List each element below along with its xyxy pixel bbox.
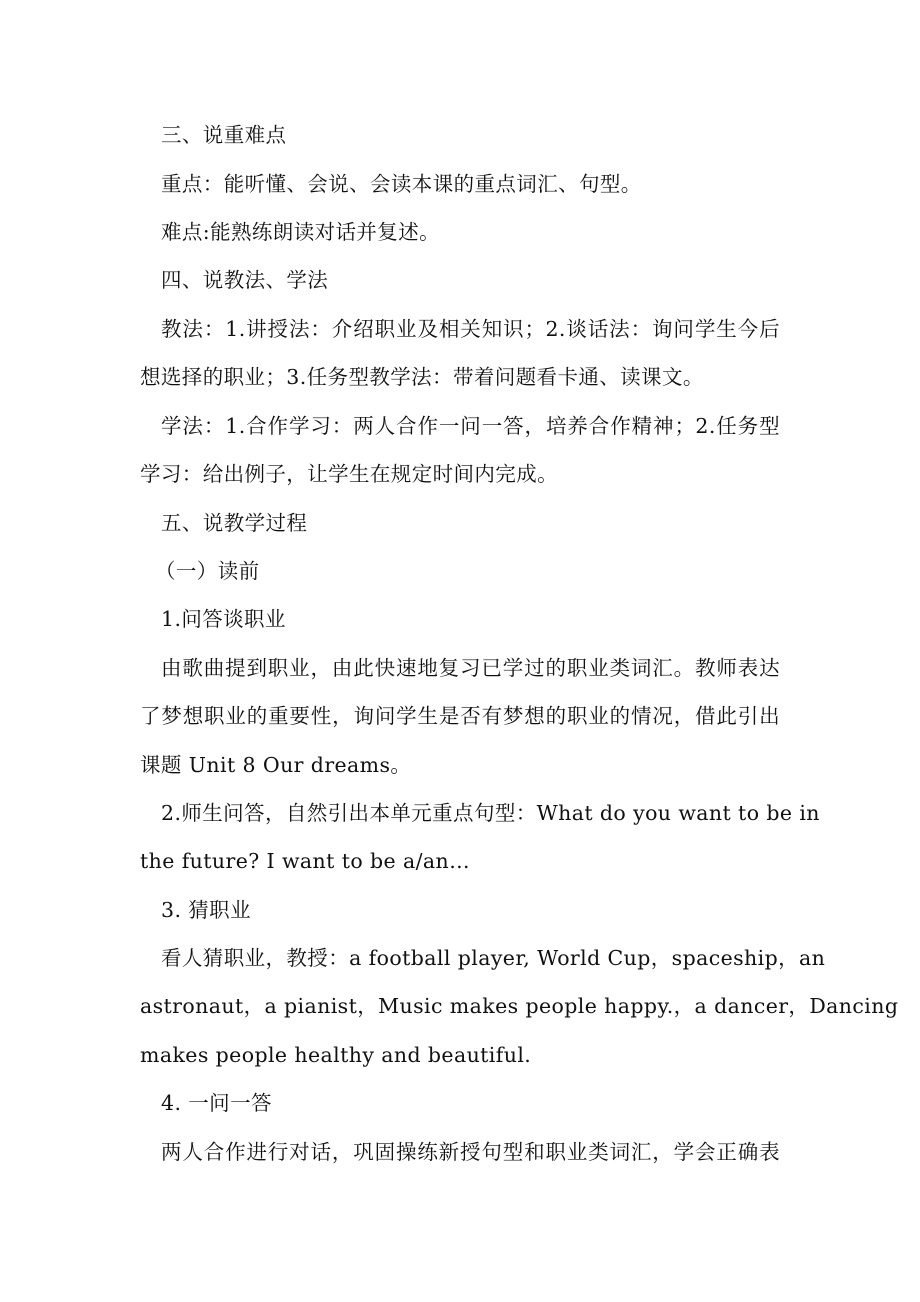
item-3-heading: 3. 猜职业	[161, 898, 251, 922]
item-4-heading: 4. 一问一答	[161, 1091, 272, 1115]
item-3-paragraph-line-1: 看人猜职业，教授：a football player, World Cup，spaceship，an	[161, 946, 826, 970]
item-2-paragraph-line-1: 2.师生问答，自然引出本单元重点句型：What do you want to be in	[161, 801, 820, 825]
item-4-paragraph-line-1: 两人合作进行对话，巩固操练新授句型和职业类词汇，学会正确表	[161, 1140, 780, 1164]
paragraph-learning-method-line-1: 学法：1.合作学习：两人合作一问一答，培养合作精神；2.任务型	[161, 414, 780, 438]
item-1-paragraph-line-2: 了梦想职业的重要性，询问学生是否有梦想的职业的情况，借此引出	[140, 704, 780, 728]
item-1-heading: 1.问答谈职业	[161, 607, 286, 631]
paragraph-teaching-method-line-1: 教法：1.讲授法：介绍职业及相关知识；2.谈话法：询问学生今后	[161, 317, 780, 341]
paragraph-difficult-points: 难点:能熟练朗读对话并复述。	[161, 220, 441, 244]
heading-teaching-methods: 四、说教法、学法	[161, 268, 329, 292]
item-1-paragraph-line-3: 课题 Unit 8 Our dreams。	[140, 753, 412, 777]
heading-key-difficult-points: 三、说重难点	[161, 123, 287, 147]
paragraph-teaching-method-line-2: 想选择的职业；3.任务型教学法：带着问题看卡通、读课文。	[140, 365, 704, 389]
paragraph-learning-method-line-2: 学习：给出例子，让学生在规定时间内完成。	[140, 462, 558, 486]
paragraph-key-points: 重点：能听懂、会说、会读本课的重点词汇、句型。	[161, 172, 642, 196]
subheading-pre-reading: （一）读前	[155, 559, 260, 583]
item-3-paragraph-line-3: makes people healthy and beautiful.	[140, 1043, 532, 1067]
heading-teaching-process: 五、说教学过程	[161, 511, 308, 535]
item-2-paragraph-line-2: the future? I want to be a/an…	[140, 849, 471, 873]
item-3-paragraph-line-2: astronaut，a pianist，Music makes people happy.，a dancer，Dancing	[140, 994, 899, 1018]
item-1-paragraph-line-1: 由歌曲提到职业，由此快速地复习已学过的职业类词汇。教师表达	[161, 656, 780, 680]
